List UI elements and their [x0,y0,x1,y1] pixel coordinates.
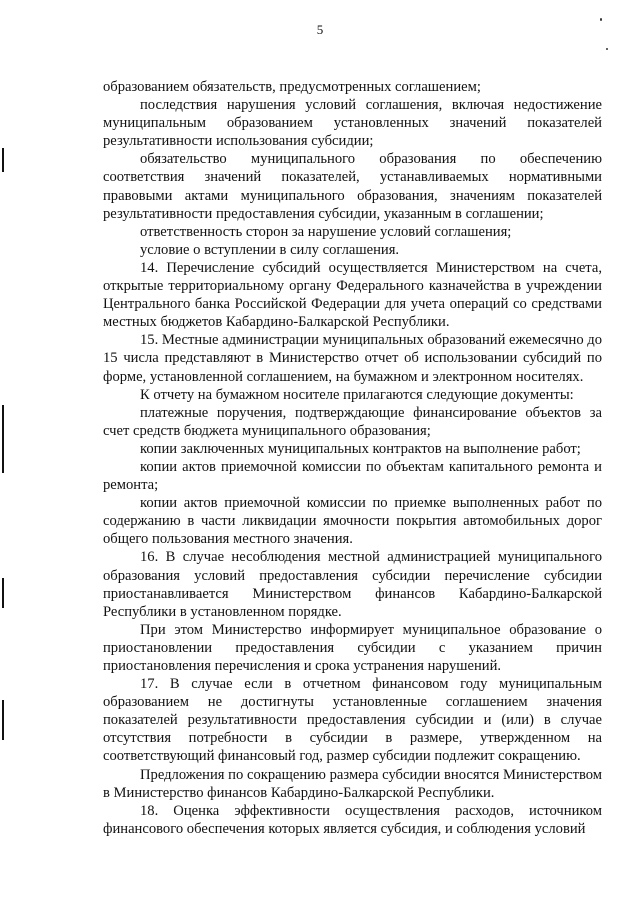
scan-edge-mark [2,405,4,473]
page-number: 5 [316,22,324,37]
paragraph: К отчету на бумажном носителе прилагаются следующие документы: [140,386,574,403]
body-text [103,78,602,838]
paragraph: ответственность сторон за нарушение условий соглашения; [140,223,512,240]
paragraph: 16. В случае несоблюдения местной администрацией муниципального образования условий предоставления субсидии перечисление субсидии приостанавливается Министерством финансов Кабардино-Балкарской Республики в установленном порядке. [103,549,602,620]
paragraph: образованием обязательств, предусмотренных соглашением; [103,79,481,95]
scan-dot [600,18,602,21]
paragraph: обязательство муниципального образования по обеспечению соответствия значений показателей, устанавливаемых нормативными правовыми актами муниципального образования, значениям показателей результативности предоставления субсидии, указанным в соглашении; [103,151,602,222]
paragraph: условие о вступлении в силу соглашения. [140,241,400,258]
paragraph: 18. Оценка эффективности осуществления расходов, источником финансового обеспечения которых является субсидия, и соблюдения условий [103,802,602,837]
scan-edge-mark [2,148,4,172]
paragraph: платежные поручения, подтверждающие финансирование объектов за счет средств бюджета муниципального образования; [103,404,602,439]
paragraph: При этом Министерство информирует муниципальное образование о приостановлении предоставления субсидии с указанием причин приостановления перечисления и срока устранения нарушений. [103,621,602,674]
paragraph: 15. Местные администрации муниципальных образований ежемесячно до 15 числа представляют в Министерство отчет об использовании субсидий по форме, установленной соглашением, на бумажном и электронном носителях. [103,332,602,385]
paragraph: копии актов приемочной комиссии по приемке выполненных работ по содержанию в части ликвидации ямочности покрытия автомобильных дорог общего пользования местного значения. [103,495,602,548]
scan-dot [606,48,608,50]
paragraph: копии заключенных муниципальных контрактов на выполнение работ; [140,440,581,457]
paragraph: 14. Перечисление субсидий осуществляется Министерством на счета, открытые территориальному органу Федерального казначейства в учреждении Центрального банка Российской Федерации для учета операций со средствами местных бюджетов Кабардино-Балкарской Республики. [103,259,602,331]
paragraph: 17. В случае если в отчетном финансовом году муниципальным образованием не достигнуты установленные соглашением значения показателей результативности предоставления субсидии и (или) в случае отсутствия потребности в субсидии в размере, утвержденном на соответствующий финансовый год, размер субсидии подлежит сокращению. [103,676,602,765]
scan-edge-mark [2,578,4,608]
scan-edge-mark [2,700,4,740]
paragraph: последствия нарушения условий соглашения, включая недостижение муниципальным образованием установленных значений показателей результативности использования субсидии; [103,97,602,150]
paragraph: Предложения по сокращению размера субсидии вносятся Министерством в Министерство финансов Кабардино-Балкарской Республики. [103,766,602,801]
paragraph: копии актов приемочной комиссии по объектам капитального ремонта и ремонта; [103,458,602,494]
